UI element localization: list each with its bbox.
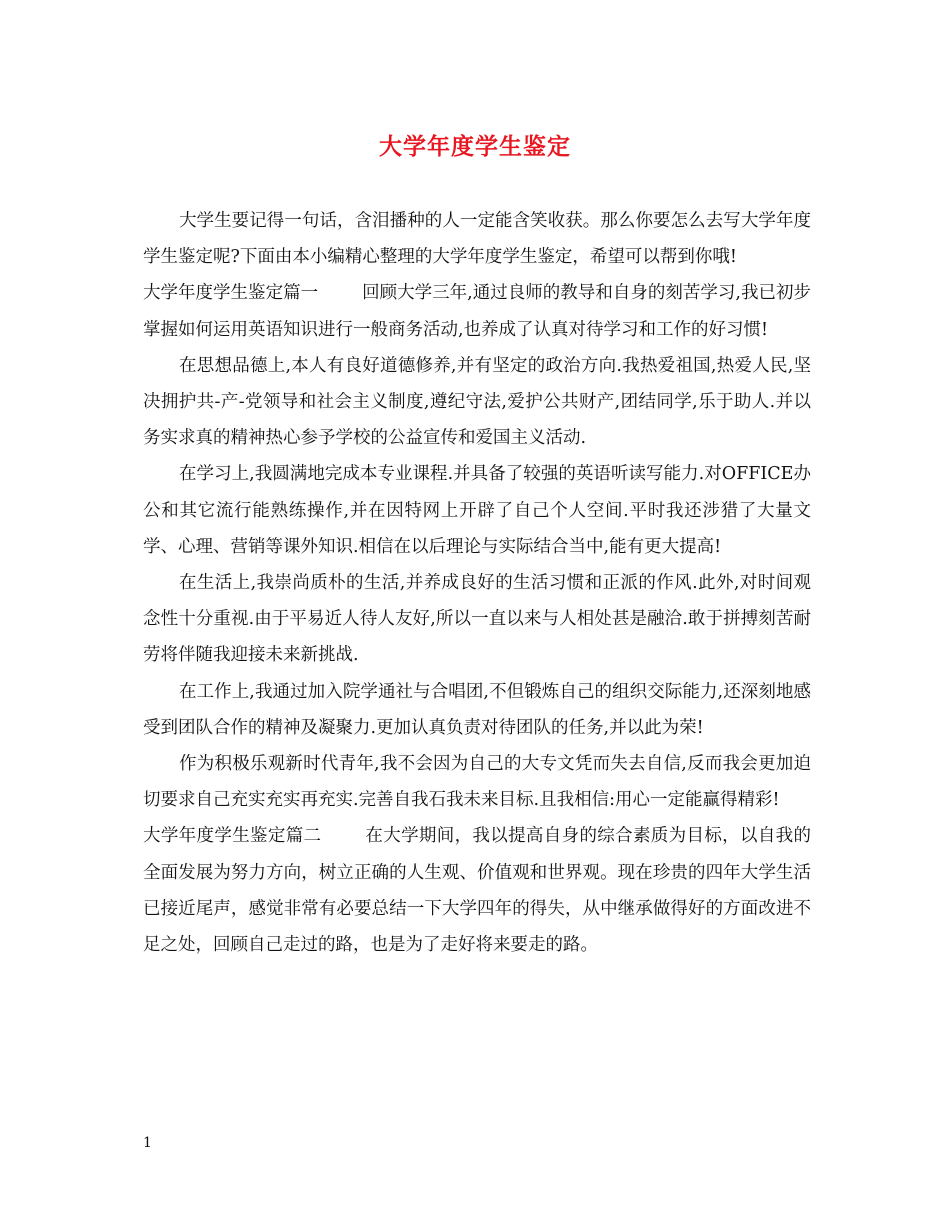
- section2-heading: 大学年度学生鉴定篇二: [143, 826, 322, 847]
- section1-paragraph-morality: 在思想品德上,本人有良好道德修养,并有坚定的政治方向.我热爱祖国,热爱人民,坚决拥护共-产-党领导和社会主义制度,遵纪守法,爱护公共财产,团结同学,乐于助人.并以务实求真的精神热心参予学校的公益宣传和爱国主义活动.: [143, 355, 811, 449]
- section1-paragraph-life: 在生活上,我崇尚质朴的生活,并养成良好的生活习惯和正派的作风.此外,对时间观念性十分重视.由于平易近人待人友好,所以一直以来与人相处甚是融洽.敢于拼搏刻苦耐劳将伴随我迎接未来新挑战.: [143, 573, 811, 666]
- section1-paragraph-work: 在工作上,我通过加入院学通社与合唱团,不但锻炼自己的组织交际能力,还深刻地感受到团队合作的精神及凝聚力.更加认真负责对待团队的任务,并以此为荣!: [143, 681, 811, 738]
- intro-paragraph: 大学生要记得一句话，含泪播种的人一定能含笑收获。那么你要怎么去写大学年度学生鉴定呢?下面由本小编精心整理的大学年度学生鉴定，希望可以帮到你哦!: [143, 211, 811, 268]
- section1-heading: 大学年度学生鉴定篇一: [143, 283, 319, 304]
- document-title: 大学年度学生鉴定: [379, 133, 571, 160]
- section2-first-paragraph: [143, 818, 811, 963]
- section1-paragraph-outlook: 作为积极乐观新时代青年,我不会因为自己的大专文凭而失去自信,反而我会更加迫切要求自己充实充实再充实.完善自我石我未来目标.且我相信:用心一定能赢得精彩!: [143, 754, 811, 811]
- page-number: 1: [143, 1135, 152, 1151]
- section2-first-text: 在大学期间，我以提高自身的综合素质为目标，以自我的全面发展为努力方向，树立正确的人生观、价值观和世界观。现在珍贵的四年大学生活已接近尾声，感觉非常有必要总结一下大学四年的得失，从中继承做得好的方面改进不足之处，回顾自己走过的路，也是为了走好将来要走的路。: [143, 826, 812, 956]
- section1-paragraph-study: 在学习上,我圆满地完成本专业课程.并具备了较强的英语听读写能力.对OFFICE办公和其它流行能熟练操作,并在因特网上开辟了自己个人空间.平时我还涉猎了大量文学、心理、营销等课外知识.相信在以后理论与实际结合当中,能有更大提高!: [143, 464, 811, 557]
- document-body: [143, 203, 811, 963]
- section1-first-paragraph: [143, 275, 811, 347]
- section1-first-text: 回顾大学三年,通过良师的教导和自身的刻苦学习,我已初步掌握如何运用英语知识进行一般商务活动,也养成了认真对待学习和工作的好习惯!: [143, 283, 812, 340]
